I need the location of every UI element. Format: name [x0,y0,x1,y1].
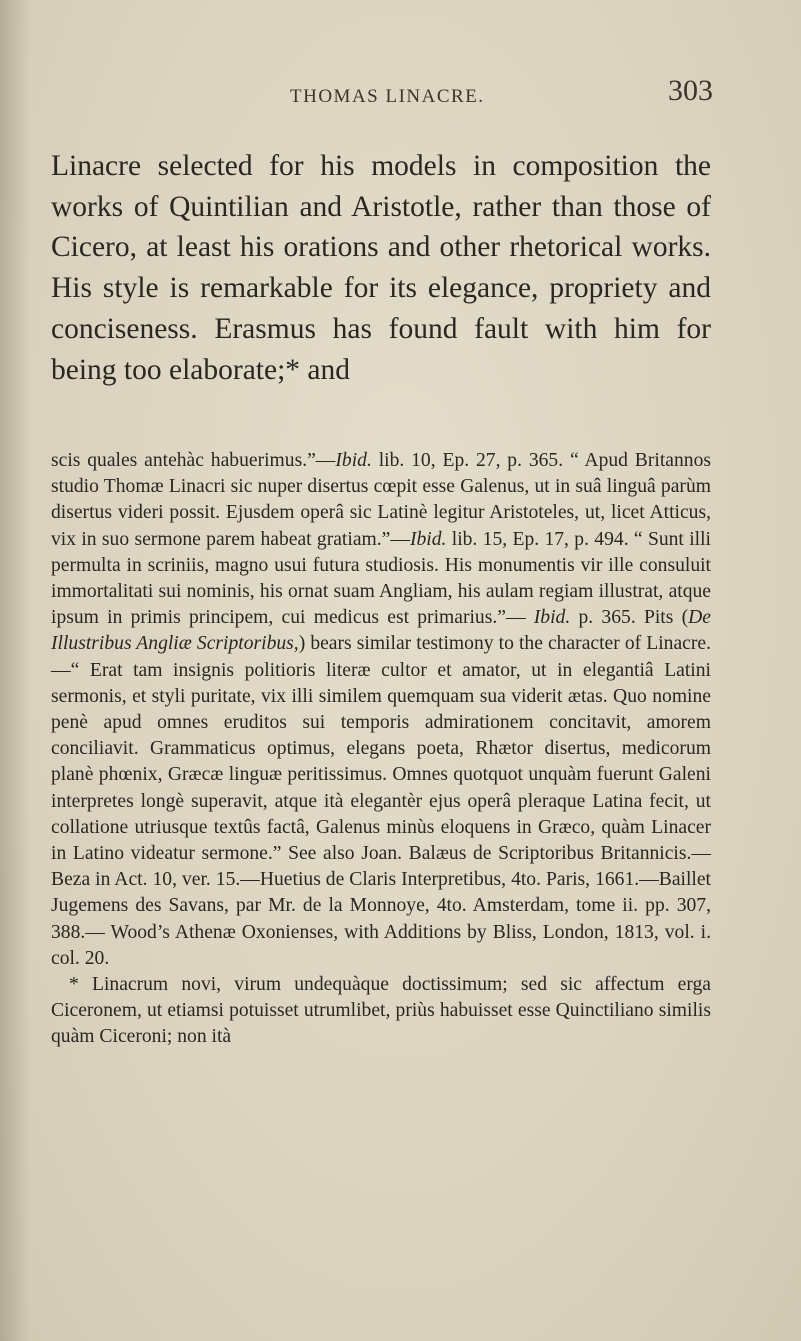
note-text: p. 365. Pits ( [570,607,689,629]
note-text: lib. 15, Ep. 17, p. 494. “ Sunt illi permulta in scriniis, magno usui futura studiosis. His monumentis vir ille consuluit immortalitati sui nominis, his ornat suam Angliam, his aulam regiam illustrat, atque ipsum in primis principem, cui medicus est primarius.”— [51,528,711,629]
footnote-continuation [51,448,711,972]
main-paragraph: Linacre selected for his models in composition the works of Quintilian and Aristotle, rather than those of Cicero, at least his orations and other rhetorical works. His style is remarkable for its elegance, propriety and conciseness. Erasmus has found fault with him for being too elaborate;* and [51,150,711,386]
note-italic: Ibid. [533,607,571,629]
note-italic: Ibid. [409,528,447,550]
note-italic: De Illustribus Angliæ Scriptoribus, [51,607,711,655]
page-number: 303 [668,74,713,107]
note-text: ) bears similar testimony to the character of Linacre.—“ Erat tam insignis politioris literæ cultor et amator, ut in elegantiâ Latini sermonis, et styli puritate, vix illi similem quemquam sua viderit ætas. Quo nomine penè apud omnes eruditos sui temporis admirationem concitavit, amorem conciliavit. Grammaticus optimus, elegans poeta, Rhætor disertus, medicorum planè phœnix, Græcæ linguæ peritissimus. Omnes quotquot unquàm fuerunt Galeni interpretes longè superavit, atque ità elegantèr ejus operâ pleraque Latina fecit, ut collatione utriusque textûs factâ, Galenus minùs eloquens in Græco, quàm Linacer in Latino videatur sermone.” See also Joan. Balæus de Scriptoribus Britannicis.—Beza in Act. 10, ver. 15.—Huetius de Claris Interpretibus, 4to. Paris, 1661.—Baillet Jugemens des Savans, par Mr. de la Monnoye, 4to. Amsterdam, tome ii. pp. 307, 388.— Wood’s Athenæ Oxonienses, with Additions by Bliss, London, 1813, vol. i. col. 20. [51,633,711,969]
gutter-shadow [0,0,30,1341]
note-text: lib. 10, Ep. 27, p. 365. “ Apud Britannos studio Thomæ Linacri sic nuper disertus cœpit esse Galenus, ut in suâ linguâ parùm disertus videri possit. Ejusdem operâ sic Latinè legitur Aristoteles, ut, licet Atticus, vix in suo sermone parem habeat gratiam.”— [51,450,711,550]
footnote-asterisk: * Linacrum novi, virum undequàque doctissimum; sed sic affectum erga Ciceronem, ut etiamsi potuisset utrumlibet, priùs habuisset esse Quinctiliano similis quàm Ciceroni; non ità [51,974,711,1048]
note-text: scis quales antehàc habuerimus.”— [51,450,336,471]
note-italic: Ibid. [335,450,372,471]
footnotes [51,448,711,1051]
running-title: THOMAS LINACRE. [290,86,485,107]
